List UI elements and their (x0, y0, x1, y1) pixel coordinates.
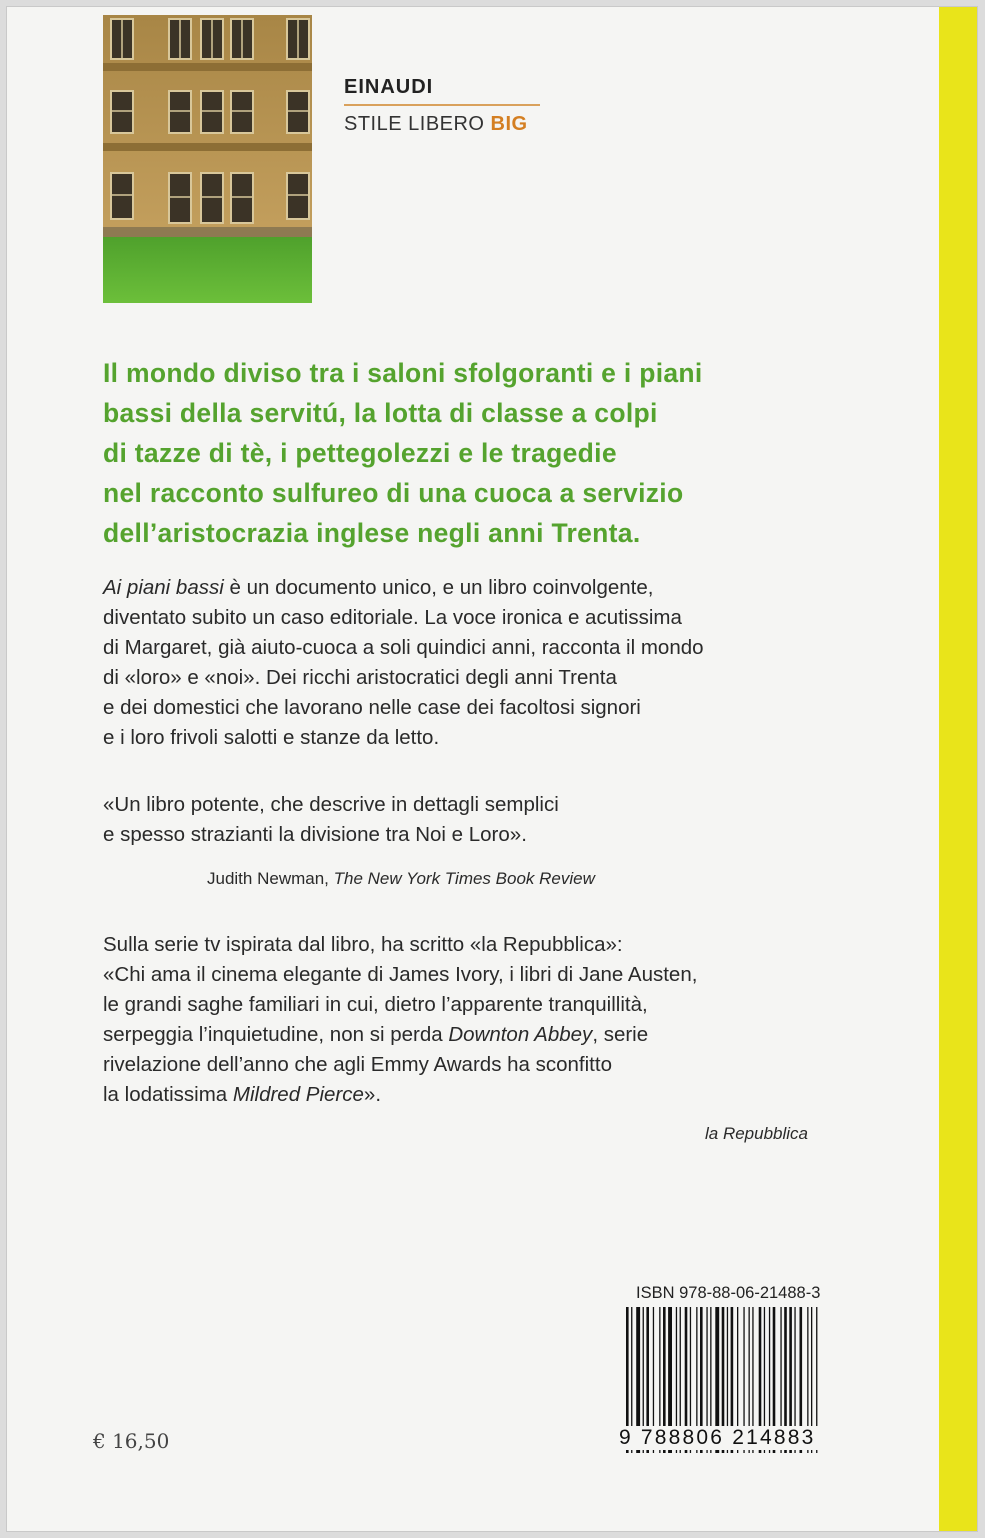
quote-line: e spesso strazianti la divisione tra Noi e Loro». (103, 823, 527, 846)
press-line (103, 1020, 883, 1050)
description-line: di Margaret, già aiuto-cuoca a soli quindici anni, racconta il mondo (103, 636, 704, 659)
description-line: e dei domestici che lavorano nelle case dei facoltosi signori (103, 696, 641, 719)
barcode-digits: 9 788806 214883 (619, 1426, 863, 1450)
press-line: «Chi ama il cinema elegante di James Ivory, i libri di Jane Austen, (103, 963, 698, 986)
review-quote (103, 790, 883, 850)
press-line: rivelazione dell’anno che agli Emmy Awards ha sconfitto (103, 1053, 612, 1076)
series-highlight: BIG (490, 113, 528, 135)
press-line: le grandi saghe familiari in cui, dietro l’apparente tranquillità, (103, 993, 648, 1016)
quote-author: Judith Newman, (207, 869, 329, 888)
book-back-cover (6, 6, 978, 1532)
description-line: e i loro frivoli salotti e stanze da letto. (103, 726, 440, 749)
press-line (103, 1080, 883, 1110)
lead-blurb (103, 353, 873, 553)
lead-line: dell’aristocrazia inglese negli anni Trenta. (103, 518, 641, 548)
quote-attribution (207, 869, 595, 889)
press-attribution: la Repubblica (705, 1124, 809, 1143)
lead-line: bassi della servitú, la lotta di classe a colpi (103, 398, 658, 428)
lead-line: di tazze di tè, i pettegolezzi e le tragedie (103, 438, 617, 468)
series-name (344, 113, 528, 136)
press-line-part: la lodatissima (103, 1083, 233, 1106)
cover-photo-manor-house (103, 15, 312, 303)
series-label: STILE LIBERO (344, 113, 485, 135)
quote-line: «Un libro potente, che descrive in dettagli semplici (103, 793, 559, 816)
press-line: Sulla serie tv ispirata dal libro, ha scritto «la Repubblica»: (103, 933, 623, 956)
lead-line: nel racconto sulfureo di una cuoca a servizio (103, 478, 684, 508)
description-line: diventato subito un caso editoriale. La voce ironica e acutissima (103, 606, 682, 629)
press-line-part: serpeggia l’inquietudine, non si perda (103, 1023, 449, 1046)
description-paragraph (103, 573, 883, 753)
price-label: € 16,50 (93, 1429, 170, 1453)
description-line: di «loro» e «noi». Dei ricchi aristocratici degli anni Trenta (103, 666, 617, 689)
book-title-italic: Ai piani bassi (103, 576, 224, 599)
isbn-label: ISBN 978-88-06-21488-3 (636, 1284, 821, 1302)
press-line-part: ». (363, 1083, 382, 1106)
quote-source: The New York Times Book Review (333, 869, 595, 888)
press-paragraph (103, 930, 883, 1110)
publisher-divider (344, 104, 540, 106)
yellow-spine-stripe (939, 7, 977, 1531)
description-line-rest: è un documento unico, e un libro coinvolgente, (223, 576, 654, 599)
description-line (103, 573, 883, 603)
series-title-italic: Downton Abbey (448, 1023, 593, 1046)
lead-line: Il mondo diviso tra i saloni sfolgoranti e i piani (103, 358, 703, 388)
series-title-italic: Mildred Pierce (232, 1083, 364, 1106)
publisher-name: EINAUDI (344, 76, 434, 98)
press-line-part: , serie (592, 1023, 649, 1046)
